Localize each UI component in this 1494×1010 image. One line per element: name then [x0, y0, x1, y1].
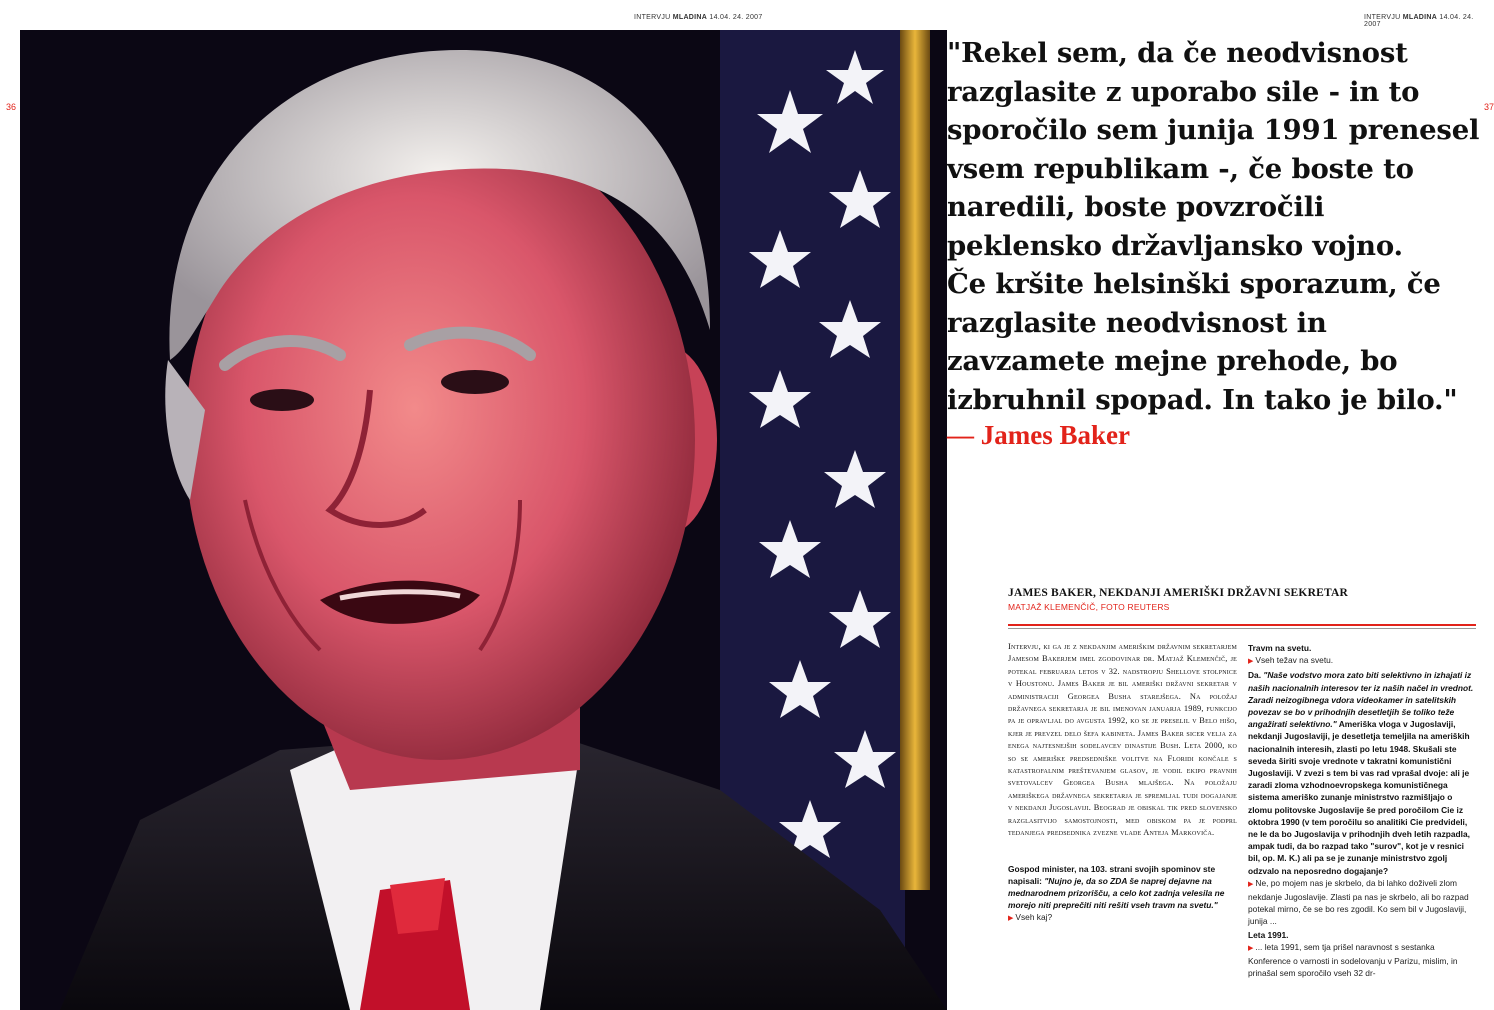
page-number-right: 37	[1484, 102, 1494, 112]
question-lead: Da.	[1248, 670, 1264, 681]
text-column-left	[1008, 641, 1237, 926]
quote-line: "Rekel sem, da če neodvisnost	[947, 37, 1408, 69]
question	[1248, 669, 1478, 876]
portrait-photo	[20, 30, 947, 1010]
quote-line: sporočilo sem junija 1991 prenesel	[947, 114, 1480, 146]
quote-line: peklensko državljansko vojno.	[947, 229, 1403, 262]
question: Travm na svetu.	[1248, 643, 1312, 653]
answer-text: ... leta 1991, sem tja prišel naravnost s sestanka Konference o varnosti in sodelovanju v Parizu, mislim, in prinašal sem sporočilo vseh 32 dr-	[1248, 941, 1458, 979]
quote-line: izbruhnil spopad. In tako je bilo."	[947, 383, 1458, 416]
running-head-right: INTERVJU MLADINA 14.04. 24. 2007	[1364, 14, 1474, 28]
article-title: JAMES BAKER, NEKDANJI AMERIŠKI DRŽAVNI SEKRETAR	[1008, 587, 1348, 599]
question-rest: Ameriška vloga v Jugoslaviji, nekdanji Jugoslaviji, je desetletja temeljila na ameriških nacionalnih interesih, zlasti po letu 1948. Skušali ste seveda širiti svoje vrednote v takratni komunistični Jugoslaviji. V zvezi s tem bi vas rad vprašal dvoje: ali je zaradi zloma vzhodnoevropskega komunističnega sistema ameriško zunanje ministrstvo razmišljajo o zlomu politovske Jugoslavije še pred poročilom Cie iz oktobra 1990 (v tem poročilu so analitiki Cie predvideli, ne le da bo Jugoslavija v prihodnjih dveh letih razpadla, ampak tudi, da bo razpad tako "surov", kot je v resnici bil, op. M. K.) ali pa se je zunanje ministrstvo zgolj odzvalo na neposredno dogajanje?	[1248, 719, 1470, 876]
quote-attribution: — James Baker	[947, 420, 1130, 450]
quote-line: razglasite z uporabo sile - in to	[947, 75, 1420, 108]
triangle-marker-icon: ▶	[1248, 944, 1254, 952]
text-column-right	[1248, 641, 1478, 979]
author-credit: MATJAŽ KLEMENČIČ, FOTO REUTERS	[1008, 602, 1170, 612]
quote-line: zavzamete mejne prehode, bo	[947, 345, 1398, 377]
triangle-marker-icon: ▶	[1248, 880, 1254, 888]
quote-line: razglasite neodvisnost in	[947, 306, 1327, 339]
triangle-marker-icon: ▶	[1248, 658, 1254, 666]
pull-quote	[947, 34, 1487, 419]
page-number-left: 36	[6, 102, 17, 112]
quote-line: Če kršite helsinški sporazum, če	[947, 268, 1441, 300]
question-lead: Gospod minister, na 103. strani svojih spominov ste napisali:	[1008, 863, 1216, 886]
question-quote: "Nujno je, da so ZDA še naprej dejavne na mednarodnem prizorišču, a celo kot zadnja velesila ne morejo niti preprečiti niti rešiti vseh travm na svetu."	[1008, 875, 1225, 911]
answer	[1248, 941, 1478, 980]
question	[1008, 863, 1237, 912]
quote-line: vsem republikam -, če boste to	[947, 152, 1414, 185]
answer	[1248, 654, 1478, 668]
triangle-marker-icon: ▶	[1008, 915, 1014, 923]
flag-pole	[900, 30, 930, 890]
answer	[1008, 911, 1237, 925]
divider	[1008, 624, 1476, 626]
divider	[1008, 628, 1476, 629]
answer	[1248, 877, 1478, 928]
running-head-left: INTERVJU MLADINA 14.04. 24. 2007	[634, 14, 763, 21]
answer-text: Vseh težav na svetu.	[1255, 655, 1334, 666]
question: Leta 1991.	[1248, 929, 1289, 940]
answer-text: Ne, po mojem nas je skrbelo, da bi lahko doživeli zlom nekdanje Jugoslavije. Zlasti pa nas je skrbelo, ali bo razpad potekal mirno, če se bo res zgodil. Ko sem bil v Jugoslaviji, junija ...	[1248, 877, 1469, 927]
answer-text: Vseh kaj?	[1015, 912, 1053, 923]
quote-line: naredili, boste povzročili	[947, 191, 1325, 223]
question-quote: "Naše vodstvo mora zato biti selektivno in izhajati iz naših nacionalnih interesov ter iz naših načel in vrednot. Zaradi neizogibnega vdora videokamer in satelitskih povezav se bo v prihodnjih desetletjih še toliko teže angažirati selektivno."	[1248, 670, 1474, 730]
intro-paragraph: Intervju, ki ga je z nekdanjim ameriškim državnim sekretarjem Jamesom Bakerjem imel zgodovinar dr. Matjaž Klemenčič, je potekal februarja letos v 32. nadstropju Shellove stolpnice v Houstonu. James Baker je bil ameriški državni sekretar v administraciji Georgea Busha starejšega. Na položaj državnega sekretarja je bil imenovan januarja 1989, funkcijo pa je opravljal do avgusta 1992, ko se je preselil v Belo hišo, kjer je prevzel delo šefa kabineta. James Baker sicer velja za enega najtesnejših sodelavcev dinastije Bush. Leta 2000, ko so se ameriške predsedniške volitve na Floridi končale s katastrofalnim preštevanjem glasov, je vodil ekipo pravnih svetovalcev Georgea Busha mlajšega. Na položaju ameriškega državnega sekretarja je spremljal tudi dogajanje v nekdanji Jugoslaviji. Beograd je obiskal tik pred slovensko razglasitvijo samostojnosti, med obiskom pa je podprl tedanjega predsednika zvezne vlade Anteja Markoviča.	[1008, 642, 1237, 838]
